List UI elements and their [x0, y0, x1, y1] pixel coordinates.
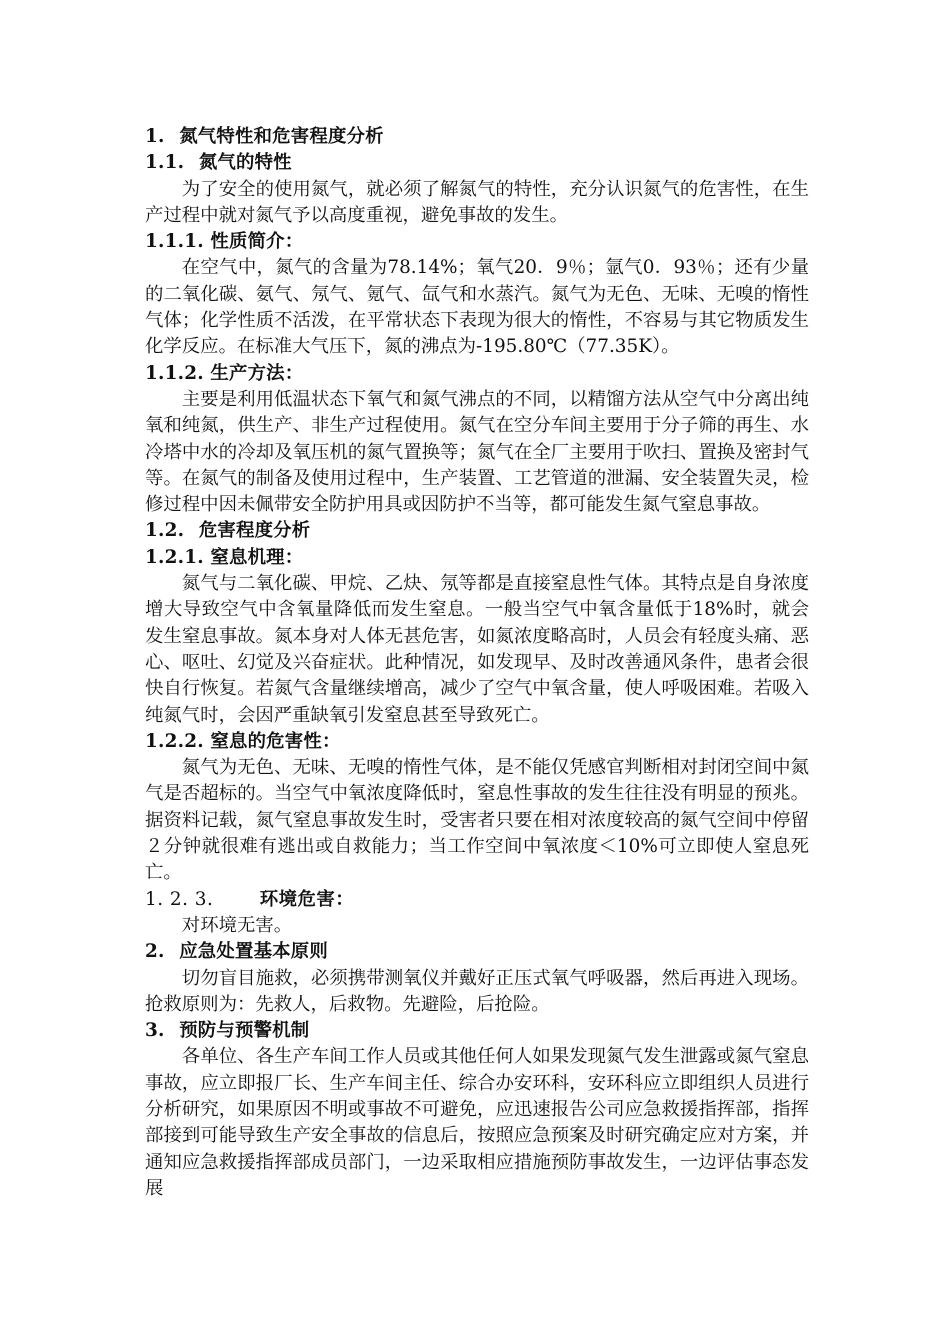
section-3-heading: [145, 1018, 809, 1044]
section-1-1-1-paragraph: 在空气中，氮气的含量为78.14%；氧气20．9％；氩气0．93％；还有少量的二氧化碳、氨气、氖气、氪气、氙气和水蒸汽。氮气为无色、无味、无嗅的惰性气体；化学性质不活泼，在平常状态下表现为很大的惰性，不容易与其它物质发生化学反应。在标准大气压下，氮的沸点为-195.80℃（77.35K）。: [145, 257, 810, 358]
section-title: 性质简介：: [210, 231, 304, 253]
section-number: 1.1.2.: [145, 362, 204, 384]
section-1-2-1-paragraph: 氮气与二氧化碳、甲烷、乙炔、氖等都是直接窒息性气体。其特点是自身浓度增大导致空气中含氧量降低而发生窒息。一般当空气中氧含量低于18%时，就会发生窒息事故。氮本身对人体无甚危害，如氮浓度略高时，人员会有轻度头痛、恶心、呕吐、幻觉及兴奋症状。此种情况，如发现早、及时改善通风条件，患者会很快自行恢复。若氮气含量继续增高，减少了空气中氧含量，使人呼吸困难。若吸入纯氮气时，会因严重缺氧引发窒息甚至导致死亡。: [145, 573, 809, 726]
section-1-2-2-paragraph: 氮气为无色、无味、无嗅的惰性气体，是不能仅凭感官判断相对封闭空间中氮气是否超标的。当空气中氧浓度降低时，窒息性事故的发生往往没有明显的预兆。据资料记载，氮气窒息事故发生时，受害者只要在相对浓度较高的氮气空间中停留２分钟就很难有逃出或自救能力；当工作空间中氧浓度＜10%可立即使人窒息死亡。: [145, 757, 809, 884]
section-1-heading: [145, 124, 809, 150]
section-title: 预防与预警机制: [179, 1020, 310, 1042]
section-2-heading: [145, 939, 809, 965]
section-title: 窒息机理：: [210, 546, 304, 568]
section-title: 窒息的危害性：: [210, 730, 341, 752]
section-number: 3.: [145, 1020, 165, 1042]
section-1-1-1-heading: [145, 229, 809, 255]
section-number: 1.2.: [145, 520, 185, 542]
section-1-1-2-paragraph: 主要是利用低温状态下氧气和氮气沸点的不同，以精馏方法从空气中分离出纯氧和纯氮，供生产、非生产过程使用。氮气在空分车间主要用于分子筛的再生、水冷塔中水的冷却及氧压机的氮气置换等；氮气在全厂主要用于吹扫、置换及密封气等。在氮气的制备及使用过程中，生产装置、工艺管道的泄漏、安全装置失灵，检修过程中因未佩带安全防护用具或因防护不当等，都可能发生氮气窒息事故。: [145, 388, 809, 516]
section-number: 2.: [145, 941, 165, 963]
section-number: 1.1.: [145, 152, 185, 174]
section-1-2-3-paragraph: 对环境无害。: [181, 914, 293, 936]
section-1-1-paragraph: 为了安全的使用氮气，就必须了解氮气的特性，充分认识氮气的危害性，在生产过程中就对氮气予以高度重视，避免事故的发生。: [145, 178, 809, 226]
section-title: 生产方法：: [210, 362, 304, 384]
section-title: 应急处置基本原则: [179, 941, 328, 963]
section-1-2-1-heading: [145, 545, 809, 571]
section-1-1-heading: [145, 150, 809, 176]
section-1-2-heading: [145, 518, 809, 544]
section-number: 1.2.2.: [145, 730, 204, 752]
section-title: 氮气特性和危害程度分析: [179, 126, 384, 147]
section-number: 1.1.1.: [145, 231, 204, 253]
section-1-1-2-heading: [145, 361, 809, 387]
section-number: 1. 2. 3.: [145, 888, 214, 910]
section-1-2-3-heading: [145, 887, 809, 913]
section-3-paragraph: 各单位、各生产车间工作人员或其他任何人如果发现氮气发生泄露或氮气窒息事故，应立即报厂长、生产车间主任、综合办安环科，安环科应立即组织人员进行分析研究，如果原因不明或事故不可避免，应迅速报告公司应急救援指挥部，指挥部接到可能导致生产安全事故的信息后，按照应急预案及时研究确定应对方案，并通知应急救援指挥部成员部门，一边采取相应措施预防事故发生，一边评估事态发展: [145, 1046, 809, 1199]
section-number: 1.2.1.: [145, 546, 204, 568]
section-title: 环境危害：: [259, 888, 355, 910]
section-1-2-2-heading: [145, 729, 809, 755]
section-title: 危害程度分析: [198, 520, 311, 542]
section-2-paragraph: 切勿盲目施救，必须携带测氧仪并戴好正压式氧气呼吸器，然后再进入现场。抢救原则为：先救人，后救物。先避险，后抢险。: [145, 967, 809, 1015]
section-title: 氮气的特性: [198, 152, 292, 174]
section-number: 1.: [145, 126, 165, 147]
document-page: [145, 124, 809, 1202]
